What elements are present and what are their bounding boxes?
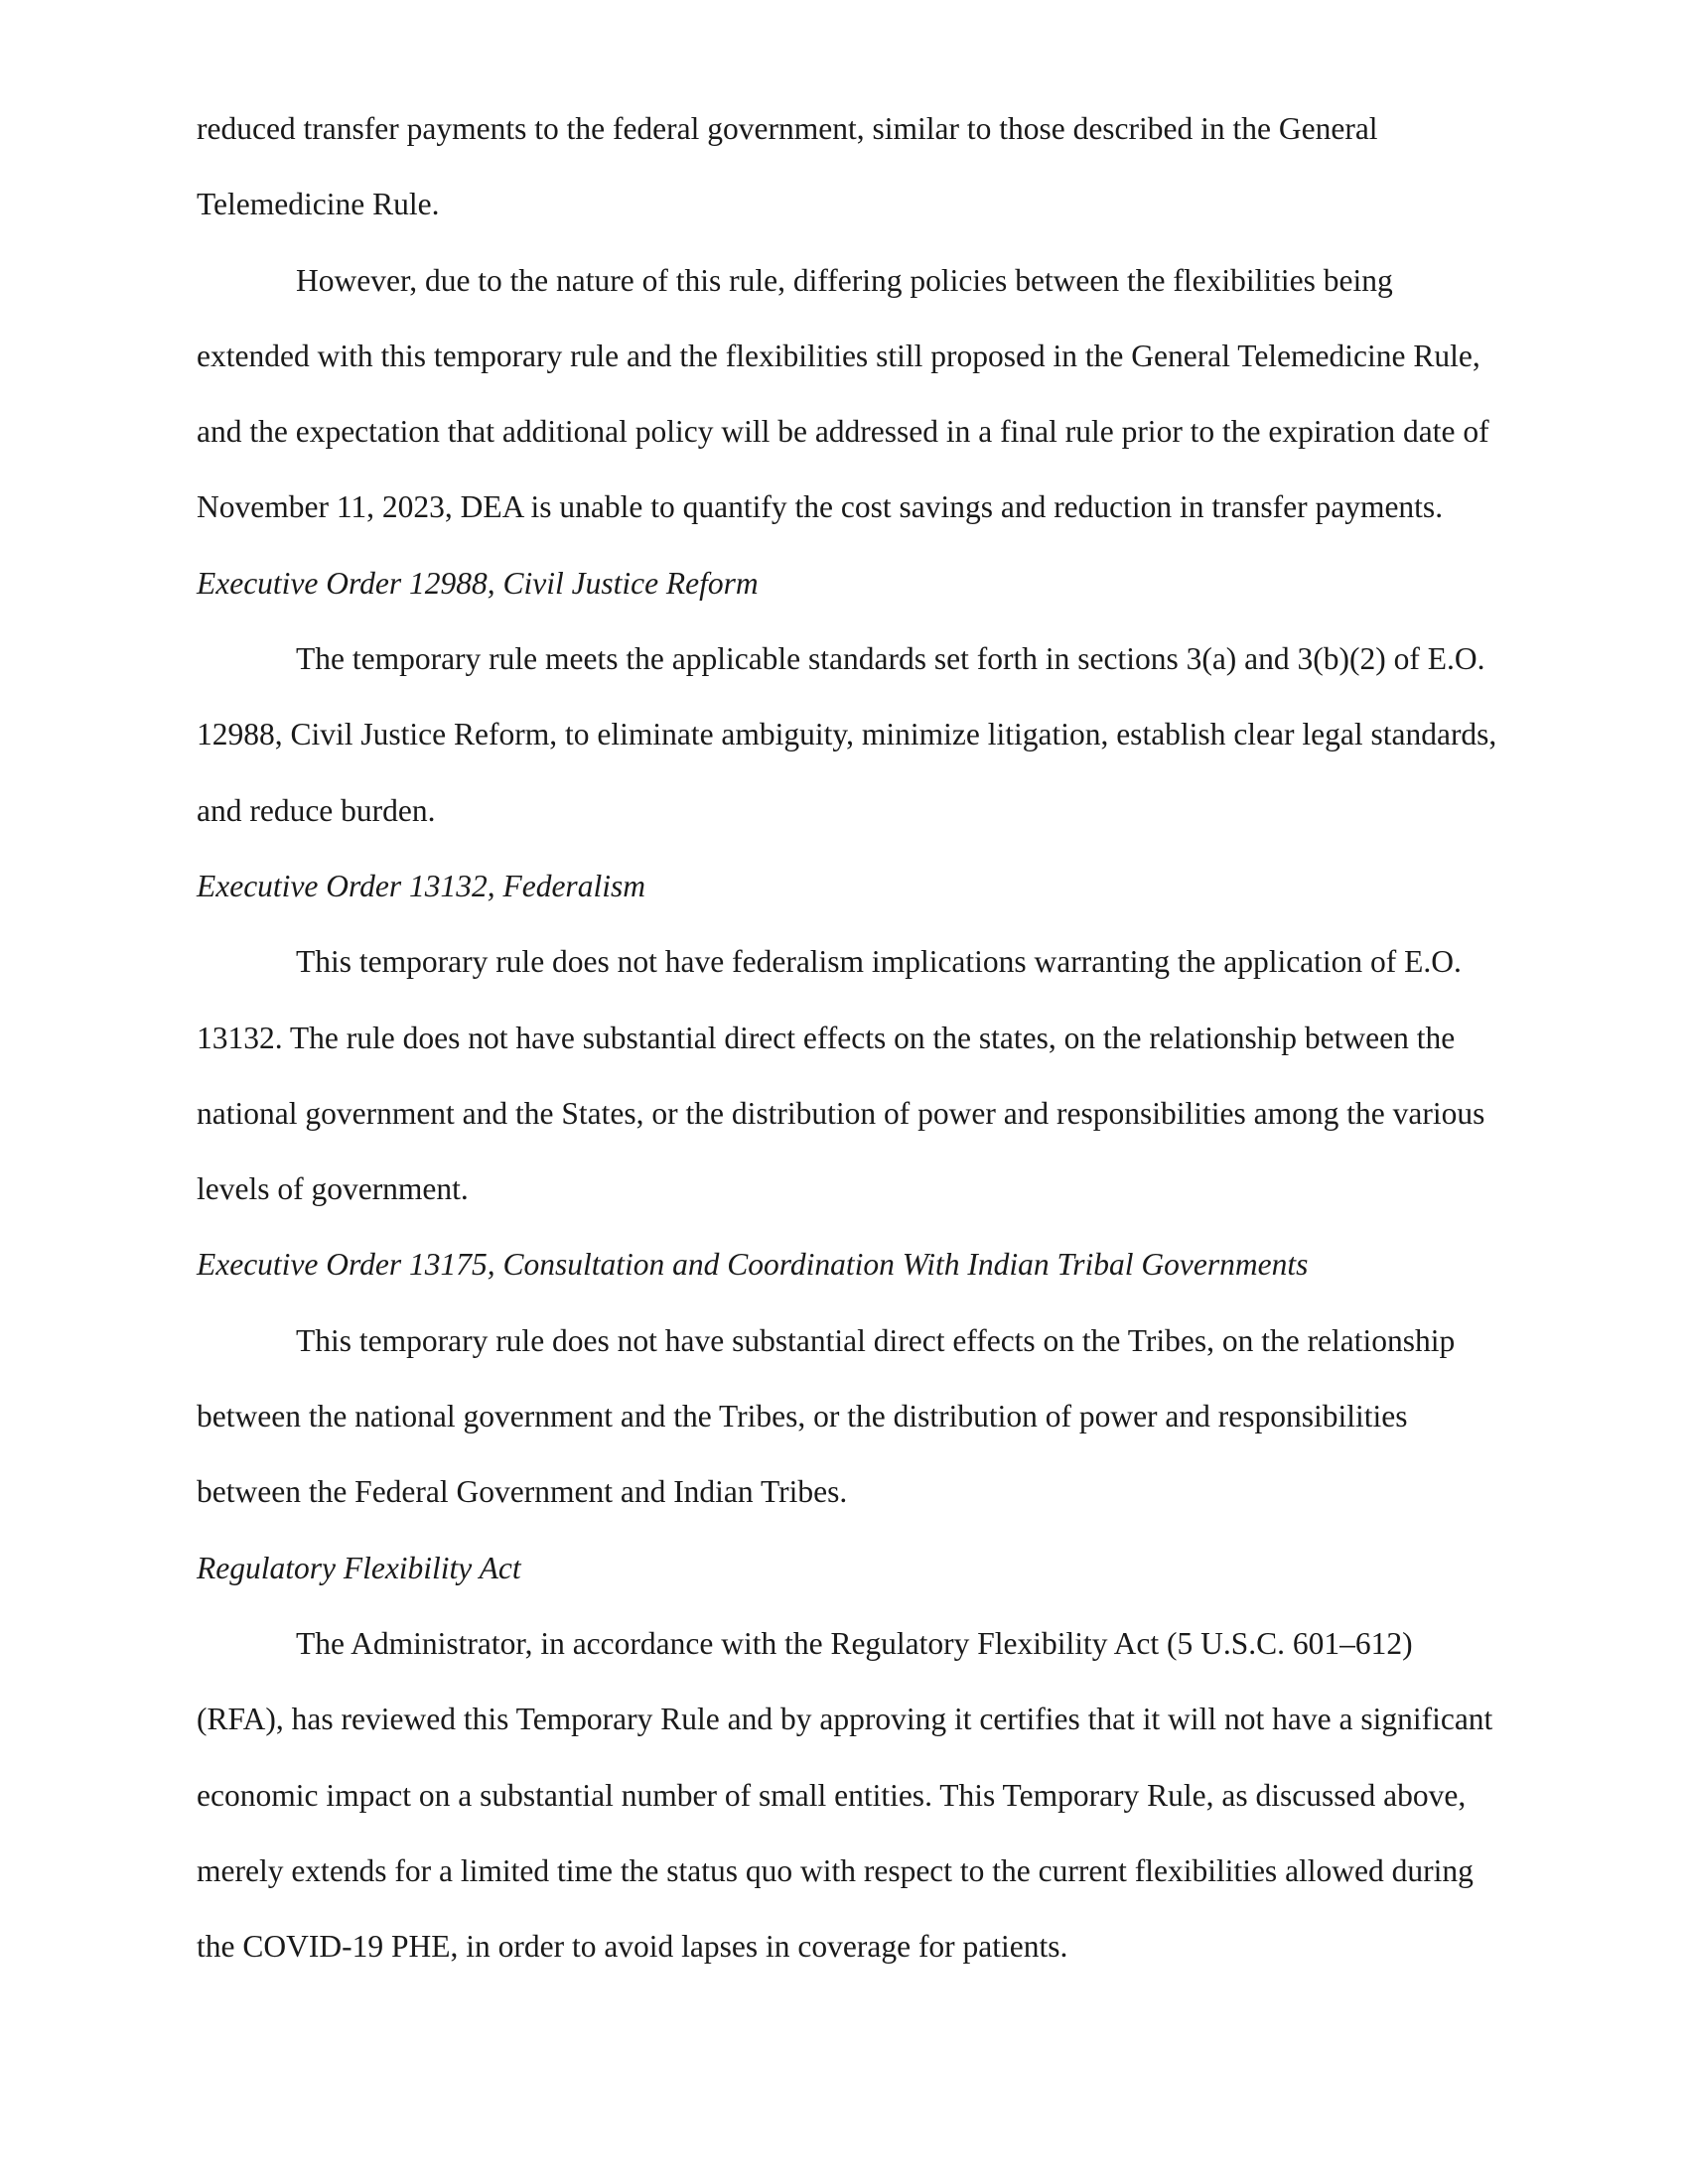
document-page [197,91,1497,1984]
paragraph-civil-justice: The temporary rule meets the applicable standards set forth in sections 3(a) and 3(b)(2) of E.O. 12988, Civil Justice Reform, to eliminate ambiguity, minimize litigation, establish clear legal standards, and reduce burden. [197,641,1497,828]
paragraph-cost-savings: However, due to the nature of this rule, differing policies between the flexibilities being extended with this temporary rule and the flexibilities still proposed in the General Telemedicine Rule, and the expectation that additional policy will be addressed in a final rule prior to the expiration date of November 11, 2023, DEA is unable to quantify the cost savings and reduction in transfer payments. [197,262,1489,525]
paragraph-federalism: This temporary rule does not have federalism implications warranting the application of E.O. 13132. The rule does not have substantial direct effects on the states, on the relationship between the national government and the States, or the distribution of power and responsibilities among the various levels of government. [197,944,1485,1207]
heading-eo-12988: Executive Order 12988, Civil Justice Reform [197,565,759,601]
heading-rfa: Regulatory Flexibility Act [197,1550,521,1585]
paragraph-rfa: The Administrator, in accordance with the Regulatory Flexibility Act (5 U.S.C. 601–612) (RFA), has reviewed this Temporary Rule and by approving it certifies that it will not have a significant economic impact on a substantial number of small entities. This Temporary Rule, as discussed above, merely extends for a limited time the status quo with respect to the current flexibilities allowed during the COVID-19 PHE, in order to avoid lapses in coverage for patients. [197,1625,1493,1965]
paragraph-tribal: This temporary rule does not have substantial direct effects on the Tribes, on the relationship between the national government and the Tribes, or the distribution of power and responsibilities between the Federal Government and Indian Tribes. [197,1322,1456,1510]
heading-eo-13132: Executive Order 13132, Federalism [197,868,645,903]
paragraph-transfer-payments: reduced transfer payments to the federal government, similar to those described in the General Telemedicine Rule. [197,111,1378,222]
heading-eo-13175: Executive Order 13175, Consultation and Coordination With Indian Tribal Governments [197,1247,1309,1283]
